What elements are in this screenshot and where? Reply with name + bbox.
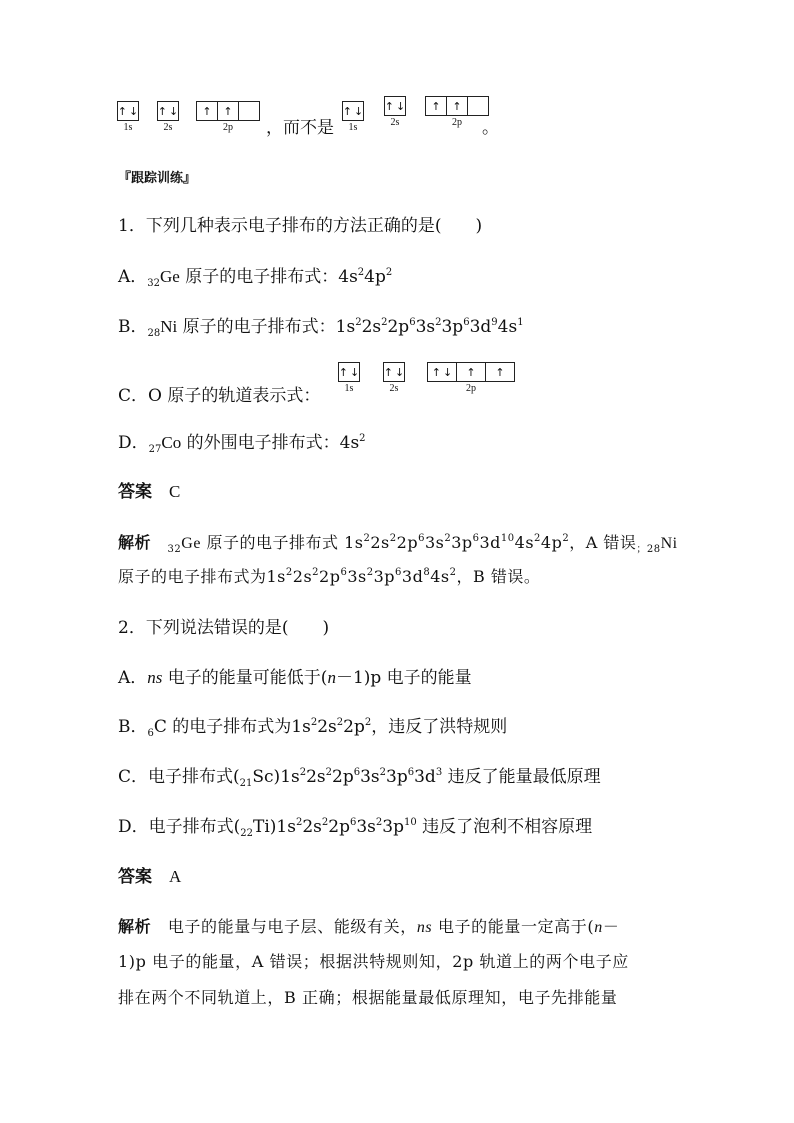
q1c-orbital-2s: ↑ ↓ 2s [383, 362, 405, 394]
wrong-orbital-2p: ↑ ↑ 2p [425, 96, 489, 128]
orbital-label: 1s [348, 122, 358, 133]
q2-answer: 答案 A [118, 867, 182, 887]
not-text: ，而不是 [266, 118, 334, 138]
orbital-label: 2p [223, 122, 233, 133]
q2-analysis-line1: 解析 电子的能量与电子层、能级有关，ns 电子的能量一定高于(n－ [118, 917, 620, 936]
q1-analysis-line1: 解析 $_{32}$Ge 原子的电子排布式 $1s^22s^22p^63s^23p^63d^{10}4s^24p^2$，A 错误$_{;28}$Ni [118, 533, 678, 555]
q1-option-a: A．$_{32}$Ge 原子的电子排布式：$4s^24p^2$ [118, 267, 393, 289]
q1c-orbital-1s: ↑ ↓ 1s [338, 362, 360, 394]
orbital-label: 2s [163, 122, 173, 133]
correct-orbital-2s: ↑ ↓ 2s [157, 101, 179, 133]
orbital-label: 2p [452, 117, 462, 128]
q1-stem: 1．下列几种表示电子排布的方法正确的是( ) [118, 216, 483, 236]
correct-orbital-2p: ↑ ↑ 2p [196, 101, 260, 133]
period: 。 [482, 118, 499, 138]
wrong-orbital-2s: ↑ ↓ 2s [384, 96, 406, 128]
q1-option-b: B．$_{28}$Ni 原子的电子排布式：$1s^22s^22p^63s^23p^63d^94s^1$ [118, 317, 524, 339]
wrong-orbital-1s: ↑ ↓ 1s [342, 101, 364, 133]
orbital-label: 2s [390, 117, 400, 128]
q2-option-a: A．ns 电子的能量可能低于(n－1)p 电子的能量 [118, 668, 472, 688]
orbital-label: 1s [344, 383, 354, 394]
q2-option-b: B．$_6$C 的电子排布式为$1s^22s^22p^2$，违反了洪特规则 [118, 717, 508, 739]
orbital-label: 2p [466, 383, 476, 394]
q2-stem: 2．下列说法错误的是( ) [118, 618, 330, 638]
q1-option-d: D．$_{27}$Co 的外围电子排布式：$4s^2$ [118, 433, 366, 455]
q2-analysis-line2: 1)p 电子的能量，A 错误；根据洪特规则知，2p 轨道上的两个电子应 [118, 952, 629, 971]
correct-orbital-1s: ↑ ↓ 1s [117, 101, 139, 133]
q2-option-c: C．电子排布式$(_{21}Sc)1s^22s^22p^63s^23p^63d^3$ 违反了能量最低原理 [118, 767, 601, 789]
section-tag: 『跟踪训练』 [118, 171, 197, 186]
orbital-label: 1s [123, 122, 133, 133]
q2-analysis-line3: 排在两个不同轨道上，B 正确；根据能量最低原理知，电子先排能量 [118, 988, 618, 1007]
q2-option-d: D．电子排布式$(_{22}Ti)1s^22s^22p^63s^23p^{10}$ 违反了泡利不相容原理 [118, 817, 593, 839]
orbital-label: 2s [389, 383, 399, 394]
q1-answer: 答案 C [118, 482, 181, 502]
q1c-orbital-2p: ↑ ↓ ↑ ↑ 2p [427, 362, 515, 394]
q1-option-c: C．O 原子的轨道表示式： [118, 386, 321, 406]
q1-analysis-line2: 原子的电子排布式为$1s^22s^22p^63s^23p^63d^84s^2$，B 错误。 [118, 567, 541, 586]
